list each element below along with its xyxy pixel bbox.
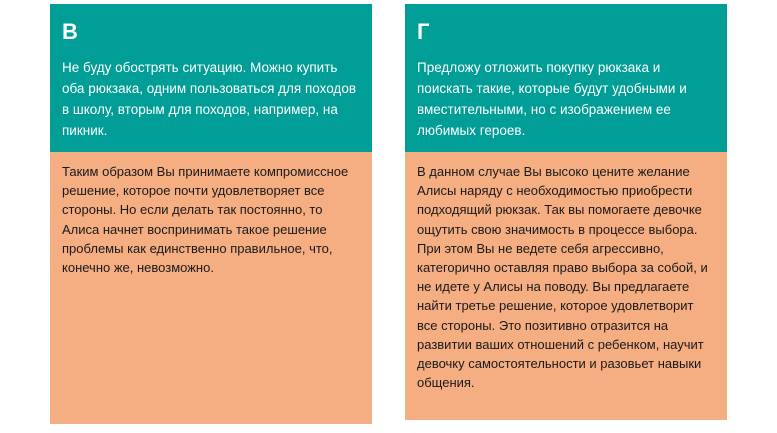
card-explanation-text: Таким образом Вы принимаете компромиссное решение, которое почти удовлетворяет все стороны. Но если делать так постоянно, то Алиса начнет воспринимать такое решение проблемы как единственно правильное, что, конечно же, невозможно. [62, 164, 349, 276]
card-header [405, 4, 727, 152]
card-option-text: Не буду обострять ситуацию. Можно купить оба рюкзака, одним пользоваться для походов в школу, вторым для походов, например, на пикник. [62, 60, 356, 138]
card-explanation [405, 152, 727, 420]
card-letter: В [62, 19, 78, 44]
answer-card-g[interactable] [405, 4, 727, 420]
answer-card-v[interactable] [50, 4, 372, 424]
card-letter: Г [417, 19, 430, 44]
card-explanation-text: В данном случае Вы высоко цените желание Алисы наряду с необходимостью приобрести подходящий рюкзак. Так вы помогаете девочке ощутить свою значимость в процессе выбора. При этом Вы не ведете себя агрессивно, категорично оставляя право выбора за собой, и не идете у Алисы на поводу. Вы предлагаете найти третье решение, которое удовлетворит все стороны. Это позитивно отразится на развитии ваших отношений с ребенком, научит девочку самостоятельности и разовьет навыки общения. [417, 164, 708, 391]
card-header [50, 4, 372, 152]
card-explanation [50, 152, 372, 424]
card-option-text: Предложу отложить покупку рюкзака и поискать такие, которые будут удобными и вместительными, но с изображением ее любимых героев. [417, 60, 687, 138]
